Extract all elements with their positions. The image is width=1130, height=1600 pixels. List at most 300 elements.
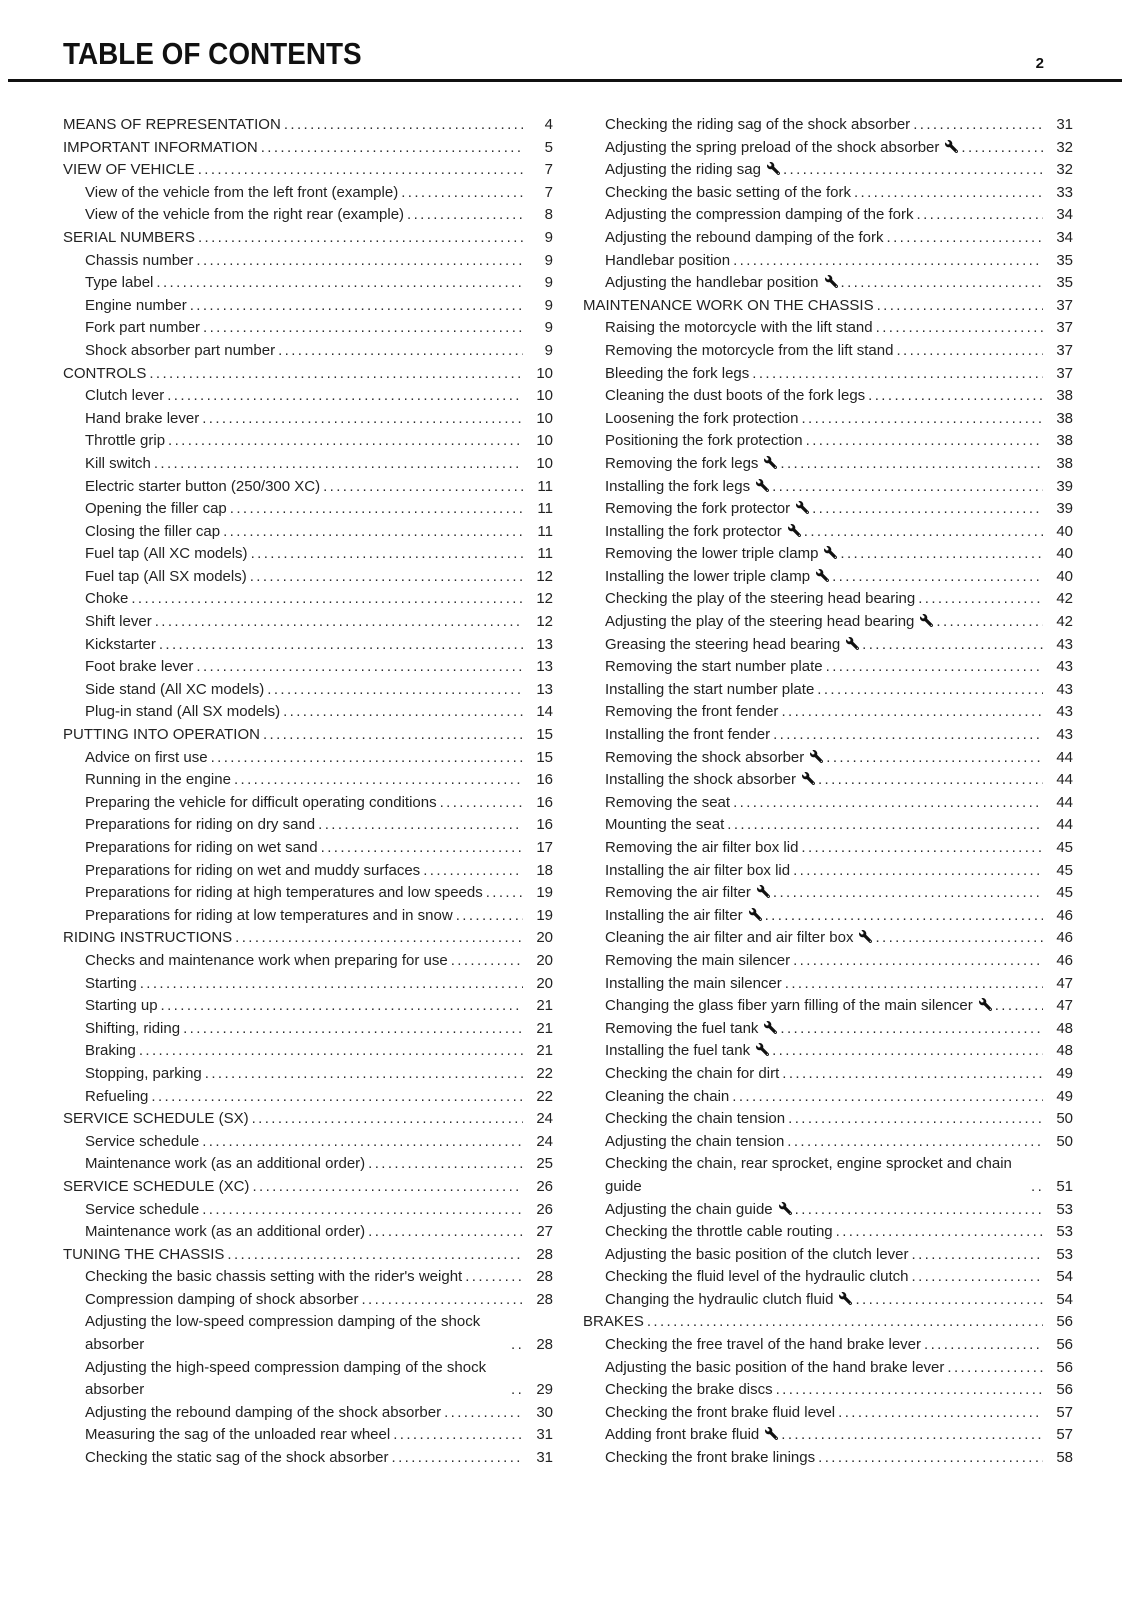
dot-leader <box>318 814 523 837</box>
toc-entry-page: 16 <box>536 771 553 789</box>
toc-entry-page: 56 <box>1056 1313 1073 1331</box>
dot-leader <box>961 137 1043 160</box>
dot-leader <box>776 1379 1043 1402</box>
dot-leader <box>995 995 1043 1018</box>
toc-entry <box>63 792 553 815</box>
toc-entry-page: 43 <box>1056 703 1073 721</box>
toc-entry-page: 42 <box>1056 590 1073 608</box>
toc-entry-page: 44 <box>1056 771 1073 789</box>
toc-entry <box>583 1131 1073 1154</box>
toc-entry-page: 45 <box>1056 884 1073 902</box>
toc-entry-page: 37 <box>1056 341 1073 359</box>
dot-leader <box>159 634 523 657</box>
dot-leader <box>151 1086 523 1109</box>
wrench-icon <box>764 1021 777 1034</box>
dot-leader <box>465 1266 523 1289</box>
dot-leader <box>161 995 523 1018</box>
toc-entry-label: Throttle grip <box>85 432 166 450</box>
toc-entry <box>63 837 553 860</box>
toc-entry-page: 56 <box>1056 1336 1073 1354</box>
toc-entry <box>63 137 553 160</box>
toc-entry-page: 20 <box>536 951 553 969</box>
toc-entry-page: 25 <box>536 1155 553 1173</box>
toc-entry-label: Kill switch <box>85 454 151 472</box>
dot-leader <box>263 724 523 747</box>
page-header <box>8 0 1122 82</box>
dot-leader <box>801 837 1043 860</box>
toc-entry <box>583 1221 1073 1244</box>
toc-entry-page: 26 <box>536 1200 553 1218</box>
dot-leader <box>727 814 1043 837</box>
toc-entry-page: 21 <box>536 1019 553 1037</box>
dot-leader <box>780 1018 1043 1041</box>
toc-entry <box>63 1244 553 1267</box>
dot-leader <box>278 340 523 363</box>
toc-entry-label: PUTTING INTO OPERATION <box>63 726 260 744</box>
toc-entry-page: 28 <box>536 1290 553 1308</box>
dot-leader <box>896 340 1043 363</box>
wrench-icon <box>859 930 872 943</box>
toc-entry <box>583 385 1073 408</box>
toc-entry-label: Removing the fuel tank <box>605 1018 777 1041</box>
toc-entry-page: 24 <box>536 1110 553 1128</box>
toc-entry-label: Preparations for riding on wet and muddy surfaces <box>85 861 421 879</box>
toc-entry-label: Fuel tap (All XC models) <box>85 545 248 563</box>
dot-leader <box>368 1153 523 1176</box>
toc-entry-page: 13 <box>536 635 553 653</box>
dot-leader <box>912 1266 1043 1289</box>
toc-entry-page: 13 <box>536 680 553 698</box>
toc-entry <box>583 272 1073 295</box>
toc-entry <box>583 634 1073 657</box>
dot-leader <box>783 159 1043 182</box>
dot-leader <box>511 1334 523 1357</box>
toc-entry <box>63 1199 553 1222</box>
toc-entry <box>583 1402 1073 1425</box>
wrench-icon <box>765 1427 778 1440</box>
toc-entry-label: Fork part number <box>85 319 201 337</box>
toc-entry <box>63 1221 553 1244</box>
toc-entry-label: SERVICE SCHEDULE (SX) <box>63 1110 249 1128</box>
dot-leader <box>155 611 523 634</box>
toc-entry-label: Service schedule <box>85 1200 200 1218</box>
toc-entry-label: Adjusting the basic position of the clutch lever <box>605 1245 909 1263</box>
toc-entry-label: MAINTENANCE WORK ON THE CHASSIS <box>583 296 874 314</box>
toc-entry-page: 31 <box>536 1426 553 1444</box>
toc-entry-label: Raising the motorcycle with the lift stand <box>605 319 873 337</box>
toc-entry <box>583 317 1073 340</box>
toc-entry-label: Preparations for riding at low temperatures and in snow <box>85 906 453 924</box>
toc-entry <box>583 250 1073 273</box>
toc-entry <box>63 769 553 792</box>
toc-entry-label: Shifting, riding <box>85 1019 181 1037</box>
dot-leader <box>230 498 523 521</box>
toc-entry-label: Running in the engine <box>85 771 231 789</box>
dot-leader <box>131 588 523 611</box>
dot-leader <box>149 363 523 386</box>
toc-entry-label: Preparing the vehicle for difficult operating conditions <box>85 793 437 811</box>
toc-entry <box>63 882 553 905</box>
toc-entry-label: Installing the start number plate <box>605 680 815 698</box>
dot-leader <box>838 1402 1043 1425</box>
toc-entry-label: Braking <box>85 1042 136 1060</box>
toc-entry-page: 26 <box>536 1177 553 1195</box>
toc-entry-label: Removing the motorcycle from the lift stand <box>605 341 894 359</box>
toc-entry-label: Adjusting the basic position of the hand brake lever <box>605 1358 945 1376</box>
toc-entry-page: 7 <box>544 183 553 201</box>
toc-entry-label: Checking the front brake fluid level <box>605 1403 836 1421</box>
toc-entry-label: Stopping, parking <box>85 1064 202 1082</box>
toc-entry-label: Installing the fork protector <box>605 521 801 544</box>
toc-entry-label: Type label <box>85 274 154 292</box>
toc-entry <box>583 769 1073 792</box>
dot-leader <box>183 1018 523 1041</box>
dot-leader <box>647 1311 1043 1334</box>
dot-leader <box>772 1040 1043 1063</box>
toc-entry-label: Bleeding the fork legs <box>605 364 750 382</box>
toc-entry-label: Compression damping of shock absorber <box>85 1290 359 1308</box>
toc-entry <box>583 679 1073 702</box>
toc-entry-label: Adjusting the high-speed compression damping of the shock absorber <box>85 1358 487 1399</box>
toc-entry-label: Electric starter button (250/300 XC) <box>85 477 321 495</box>
dot-leader <box>323 476 523 499</box>
dot-leader <box>361 1289 523 1312</box>
toc-entry-label: Foot brake lever <box>85 658 194 676</box>
dot-leader <box>832 566 1043 589</box>
wrench-icon <box>779 1202 792 1215</box>
toc-entry-page: 53 <box>1056 1200 1073 1218</box>
dot-leader <box>887 227 1043 250</box>
toc-entry <box>63 656 553 679</box>
dot-leader <box>785 973 1043 996</box>
dot-leader <box>227 1244 523 1267</box>
toc-entry <box>583 1086 1073 1109</box>
toc-entry-page: 8 <box>544 206 553 224</box>
dot-leader <box>284 114 523 137</box>
toc-entry <box>63 1311 553 1356</box>
toc-entry <box>583 408 1073 431</box>
toc-entry-label: Installing the main silencer <box>605 974 782 992</box>
toc-entry-page: 9 <box>544 319 553 337</box>
toc-entry-label: Removing the front fender <box>605 703 779 721</box>
toc-entry-label: Adjusting the spring preload of the shock absorber <box>605 137 958 160</box>
toc-entry <box>583 1289 1073 1312</box>
toc-entry <box>583 1063 1073 1086</box>
dot-leader <box>732 1086 1043 1109</box>
dot-leader <box>787 1131 1043 1154</box>
toc-entry <box>583 543 1073 566</box>
toc-entry-page: 9 <box>544 274 553 292</box>
dot-leader <box>793 950 1043 973</box>
dot-leader <box>283 701 523 724</box>
toc-entry-page: 35 <box>1056 251 1073 269</box>
toc-entry-page: 4 <box>544 116 553 133</box>
toc-entry-page: 9 <box>544 296 553 314</box>
toc-entry-page: 10 <box>536 454 553 472</box>
toc-entry-page: 40 <box>1056 567 1073 585</box>
toc-entry <box>583 860 1073 883</box>
toc-entry-label: Adjusting the rebound damping of the shock absorber <box>85 1403 442 1421</box>
toc-entry-label: Removing the air filter <box>605 882 770 905</box>
toc-entry-page: 42 <box>1056 613 1073 631</box>
toc-entry <box>583 837 1073 860</box>
wrench-icon <box>802 772 815 785</box>
dot-leader <box>1031 1176 1043 1199</box>
wrench-icon <box>756 479 769 492</box>
dot-leader <box>913 114 1043 137</box>
wrench-icon <box>749 908 762 921</box>
toc-entry-label: Choke <box>85 590 129 608</box>
toc-entry <box>63 588 553 611</box>
dot-leader <box>451 950 523 973</box>
toc-entry-page: 31 <box>536 1449 553 1467</box>
toc-entry-label: Shift lever <box>85 613 152 631</box>
toc-entry-page: 46 <box>1056 929 1073 947</box>
dot-leader <box>139 1040 523 1063</box>
toc-entry <box>583 498 1073 521</box>
toc-entry <box>583 995 1073 1018</box>
toc-entry <box>63 611 553 634</box>
toc-entry-label: Clutch lever <box>85 387 165 405</box>
toc-entry-page: 43 <box>1056 726 1073 744</box>
toc-entry <box>63 1447 553 1470</box>
toc-entry-page: 21 <box>536 997 553 1015</box>
toc-entry-label: Shock absorber part number <box>85 341 276 359</box>
toc-entry <box>63 950 553 973</box>
dot-leader <box>167 385 523 408</box>
toc-entry-page: 56 <box>1056 1358 1073 1376</box>
toc-entry <box>583 1199 1073 1222</box>
toc-entry-page: 37 <box>1056 296 1073 314</box>
dot-leader <box>261 137 523 160</box>
toc-entry-page: 22 <box>536 1064 553 1082</box>
dot-leader <box>817 679 1043 702</box>
toc-entry <box>63 1131 553 1154</box>
dot-leader <box>733 792 1043 815</box>
toc-entry-page: 34 <box>1056 228 1073 246</box>
toc-entry-page: 47 <box>1056 974 1073 992</box>
toc-entry-page: 44 <box>1056 748 1073 766</box>
toc-entry <box>63 1266 553 1289</box>
toc-entry-label: RIDING INSTRUCTIONS <box>63 929 233 947</box>
toc-entry-label: Preparations for riding on dry sand <box>85 816 316 834</box>
toc-entry <box>583 701 1073 724</box>
dot-leader <box>456 905 523 928</box>
toc-entry <box>63 1424 553 1447</box>
toc-entry <box>63 1176 553 1199</box>
toc-entry-page: 44 <box>1056 816 1073 834</box>
toc-entry <box>63 701 553 724</box>
toc-entry-page: 47 <box>1056 997 1073 1015</box>
toc-entry <box>63 1289 553 1312</box>
wrench-icon <box>945 140 958 153</box>
toc-entry-label: Removing the fork legs <box>605 453 777 476</box>
dot-leader <box>841 272 1044 295</box>
toc-entry-label: Chassis number <box>85 251 194 269</box>
toc-entry-page: 10 <box>536 432 553 450</box>
dot-leader <box>511 1379 523 1402</box>
dot-leader <box>203 317 523 340</box>
toc-entry-page: 50 <box>1056 1132 1073 1150</box>
toc-entry-label: Checking the brake discs <box>605 1381 773 1399</box>
toc-entry-label: Adjusting the chain guide <box>605 1199 792 1222</box>
toc-entry <box>63 1063 553 1086</box>
toc-entry <box>583 1108 1073 1131</box>
toc-entry <box>583 1447 1073 1470</box>
toc-entry-page: 20 <box>536 974 553 992</box>
toc-entry-page: 19 <box>536 906 553 924</box>
toc-entry-label: Measuring the sag of the unloaded rear wheel <box>85 1426 391 1444</box>
toc-entry <box>63 905 553 928</box>
toc-entry-page: 49 <box>1056 1064 1073 1082</box>
toc-entry-label: Opening the filler cap <box>85 500 227 518</box>
toc-entry-label: TUNING THE CHASSIS <box>63 1245 225 1263</box>
dot-leader <box>918 588 1043 611</box>
toc-entry-page: 31 <box>1056 116 1073 133</box>
dot-leader <box>168 430 523 453</box>
toc-entry-label: Checking the front brake linings <box>605 1449 816 1467</box>
toc-entry <box>63 1040 553 1063</box>
toc-entry <box>63 317 553 340</box>
dot-leader <box>202 1131 523 1154</box>
toc-entry-page: 17 <box>536 839 553 856</box>
toc-entry-label: Refueling <box>85 1087 149 1105</box>
toc-entry-label: VIEW OF VEHICLE <box>63 161 195 179</box>
dot-leader <box>812 498 1043 521</box>
toc-entry-label: Service schedule <box>85 1132 200 1150</box>
toc-entry <box>583 566 1073 589</box>
wrench-icon <box>756 1043 769 1056</box>
toc-entry <box>63 295 553 318</box>
toc-entry-page: 54 <box>1056 1268 1073 1286</box>
dot-leader <box>267 679 523 702</box>
toc-entry <box>63 363 553 386</box>
toc-entry-page: 18 <box>536 861 553 879</box>
toc-entry <box>583 159 1073 182</box>
wrench-icon <box>757 885 770 898</box>
toc-entry-label: Positioning the fork protection <box>605 432 803 450</box>
toc-entry-page: 9 <box>544 251 553 269</box>
toc-entry-page: 10 <box>536 364 553 382</box>
toc-entry-page: 28 <box>536 1268 553 1286</box>
toc-entry-page: 39 <box>1056 477 1073 495</box>
toc-entry-page: 34 <box>1056 206 1073 224</box>
toc-entry-label: Checking the basic setting of the fork <box>605 183 851 201</box>
toc-entry-page: 50 <box>1056 1110 1073 1128</box>
toc-entry-page: 32 <box>1056 138 1073 156</box>
dot-leader <box>868 385 1043 408</box>
dot-leader <box>140 973 523 996</box>
toc-entry <box>583 1357 1073 1380</box>
dot-leader <box>912 1244 1043 1267</box>
toc-entry <box>583 950 1073 973</box>
dot-leader <box>196 250 523 273</box>
dot-leader <box>251 543 523 566</box>
toc-entry-label: Checking the riding sag of the shock absorber <box>605 116 911 133</box>
toc-entry <box>583 814 1073 837</box>
toc-entry-label: Installing the shock absorber <box>605 769 815 792</box>
toc-entry <box>583 1244 1073 1267</box>
dot-leader <box>795 1199 1043 1222</box>
dot-leader <box>772 476 1043 499</box>
toc-entry <box>63 995 553 1018</box>
dot-leader <box>862 634 1043 657</box>
toc-entry <box>63 182 553 205</box>
toc-entry-label: SERIAL NUMBERS <box>63 228 195 246</box>
toc-entry-page: 15 <box>536 726 553 744</box>
toc-entry-label: Handlebar position <box>605 251 731 269</box>
toc-entry-label: Adjusting the play of the steering head bearing <box>605 611 933 634</box>
toc-entry <box>583 227 1073 250</box>
toc-entry-page: 29 <box>536 1381 553 1399</box>
toc-entry-label: Installing the fork legs <box>605 476 769 499</box>
toc-entry-page: 38 <box>1056 432 1073 450</box>
toc-entry <box>63 1402 553 1425</box>
toc-entry <box>63 679 553 702</box>
toc-entry-page: 27 <box>536 1223 553 1241</box>
toc-entry-label: Checking the chain tension <box>605 1110 786 1128</box>
toc-entry-page: 46 <box>1056 906 1073 924</box>
toc-entry-page: 10 <box>536 409 553 427</box>
toc-entry-page: 32 <box>1056 161 1073 179</box>
dot-leader <box>875 927 1043 950</box>
page-number: 2 <box>1035 55 1044 72</box>
toc-entry-label: Side stand (All XC models) <box>85 680 265 698</box>
toc-entry <box>63 204 553 227</box>
table-of-contents <box>0 82 1130 1500</box>
dot-leader <box>154 453 523 476</box>
toc-entry <box>583 340 1073 363</box>
toc-entry-label: Checking the chain for dirt <box>605 1064 780 1082</box>
toc-entry <box>63 408 553 431</box>
toc-entry-label: MEANS OF REPRESENTATION <box>63 116 281 133</box>
toc-entry-label: Checking the free travel of the hand brake lever <box>605 1336 922 1354</box>
dot-leader <box>801 408 1043 431</box>
toc-entry-page: 9 <box>544 341 553 359</box>
dot-leader <box>196 656 523 679</box>
wrench-icon <box>764 456 777 469</box>
toc-entry-label: Cleaning the air filter and air filter box <box>605 927 872 950</box>
toc-entry-page: 24 <box>536 1132 553 1150</box>
toc-entry <box>63 453 553 476</box>
wrench-icon <box>920 614 933 627</box>
toc-entry <box>583 363 1073 386</box>
toc-entry <box>583 724 1073 747</box>
toc-entry <box>63 272 553 295</box>
toc-entry <box>63 814 553 837</box>
wrench-icon <box>788 524 801 537</box>
toc-entry-page: 19 <box>536 884 553 902</box>
toc-entry-label: Installing the front fender <box>605 726 771 744</box>
wrench-icon <box>825 275 838 288</box>
dot-leader <box>407 204 523 227</box>
toc-entry-page: 57 <box>1056 1403 1073 1421</box>
toc-entry-page: 48 <box>1056 1042 1073 1060</box>
dot-leader <box>250 566 523 589</box>
toc-entry-page: 49 <box>1056 1087 1073 1105</box>
toc-entry-page: 53 <box>1056 1223 1073 1241</box>
toc-entry-page: 48 <box>1056 1019 1073 1037</box>
toc-entry <box>583 973 1073 996</box>
toc-entry-page: 53 <box>1056 1245 1073 1263</box>
dot-leader <box>205 1063 523 1086</box>
wrench-icon <box>816 569 829 582</box>
toc-entry-page: 14 <box>536 703 553 721</box>
toc-entry <box>583 792 1073 815</box>
dot-leader <box>321 837 523 860</box>
toc-entry-page: 7 <box>544 161 553 179</box>
toc-entry-page: 28 <box>536 1245 553 1263</box>
